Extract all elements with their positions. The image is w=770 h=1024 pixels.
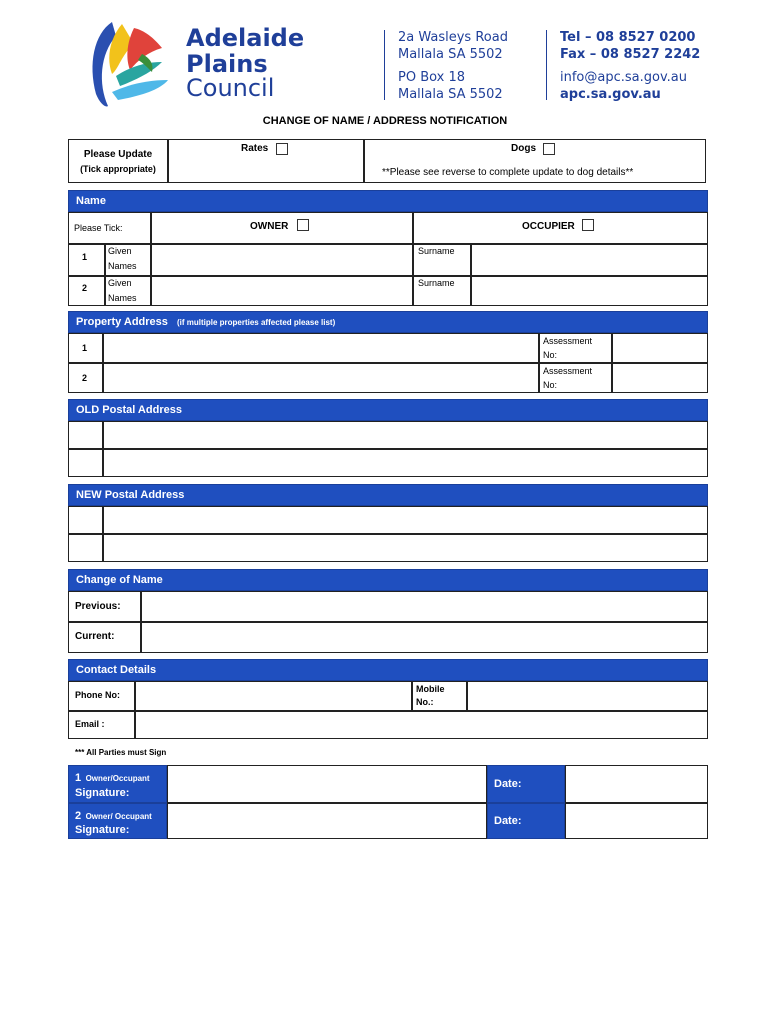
signature-2-label: Signature: [75,824,130,836]
old-postal-header: OLD Postal Address [68,399,708,421]
signature-2-num: 2 [75,810,82,822]
surname-1-input[interactable] [471,244,708,276]
address-line-1: 2a Wasleys Road [398,30,508,45]
date-2-input[interactable] [565,803,708,839]
rates-checkbox[interactable] [276,143,288,155]
website-link[interactable]: apc.sa.gov.au [560,87,661,102]
owner-label: OWNER [250,221,289,232]
phone-label: Phone No: [75,690,120,700]
assessment-1-label-b: No: [543,350,558,360]
please-update-label: Please Update [83,149,153,160]
signature-1-num: 1 [75,772,82,784]
dogs-label: Dogs [511,143,536,154]
assessment-2-label-b: No: [543,380,558,390]
mobile-input[interactable] [467,681,708,711]
assessment-1-label-a: Assessment [543,336,593,346]
all-parties-note: *** All Parties must Sign [75,748,167,757]
address-line-4: Mallala SA 5502 [398,87,503,102]
surname-1-label: Surname [418,246,455,256]
new-postal-row-2-num-cell [68,534,103,562]
occupier-label: OCCUPIER [522,221,575,232]
address-line-2: Mallala SA 5502 [398,47,503,62]
surname-2-label: Surname [418,278,455,288]
property-row-1-num: 1 [82,343,88,353]
current-label: Current: [75,631,115,642]
form-title: CHANGE OF NAME / ADDRESS NOTIFICATION [262,115,508,127]
property-address-header [68,311,708,333]
old-postal-line-2-input[interactable] [103,449,708,477]
surname-2-input[interactable] [471,276,708,306]
contact-details-header: Contact Details [68,659,708,681]
name-section-header: Name [68,190,708,212]
given-names-1-label-a: Given [108,246,132,256]
previous-label: Previous: [75,601,121,612]
given-names-2-label-a: Given [108,278,132,288]
signature-1-heading [75,768,150,786]
phone-input[interactable] [135,681,412,711]
given-names-2-input[interactable] [151,276,413,306]
previous-name-input[interactable] [141,591,708,622]
mobile-label-a: Mobile [416,684,445,694]
property-address-note: (if multiple properties affected please list) [176,318,336,327]
signature-2-owner: Owner/ Occupant [85,812,152,821]
current-name-input[interactable] [141,622,708,653]
email-input[interactable] [135,711,708,739]
given-names-1-label-b: Names [108,261,137,271]
name-row-1-num: 1 [82,252,88,262]
tel-number: Tel – 08 8527 0200 [560,30,696,45]
old-postal-row-2-num-cell [68,449,103,477]
please-tick-label: Please Tick: [74,223,123,233]
council-logo [82,14,305,110]
new-postal-row-1-num-cell [68,506,103,534]
address-line-3: PO Box 18 [398,70,466,85]
date-1-label: Date: [494,778,522,790]
signature-1-input[interactable] [167,765,487,803]
property-address-title: Property Address [76,316,168,328]
tick-appropriate-label: (Tick appropriate) [80,164,156,174]
signature-1-owner: Owner/Occupant [85,774,150,783]
logo-swirl-icon [82,14,182,110]
email-link[interactable]: info@apc.sa.gov.au [560,70,687,85]
date-1-input[interactable] [565,765,708,803]
signature-1-label: Signature: [75,787,130,799]
change-of-name-header: Change of Name [68,569,708,591]
dog-details-note: **Please see reverse to complete update to dog details** [382,167,634,178]
signature-2-input[interactable] [167,803,487,839]
date-2-label: Date: [494,815,522,827]
new-postal-header: NEW Postal Address [68,484,708,506]
rates-label: Rates [241,143,269,154]
owner-checkbox[interactable] [297,219,309,231]
occupier-checkbox[interactable] [582,219,594,231]
fax-number: Fax – 08 8527 2242 [560,47,701,62]
property-address-1-input[interactable] [103,333,539,363]
given-names-2-label-b: Names [108,293,137,303]
property-row-2-num: 2 [82,373,88,383]
new-postal-line-1-input[interactable] [103,506,708,534]
header-divider-1 [384,30,385,100]
name-row-2-num: 2 [82,283,88,293]
please-update-box [68,139,168,183]
assessment-2-label-a: Assessment [543,366,593,376]
old-postal-line-1-input[interactable] [103,421,708,449]
property-address-2-input[interactable] [103,363,539,393]
logo-line-2: Plains [186,50,268,78]
mobile-label-b: No.: [416,697,434,707]
logo-line-3: Council [186,74,275,102]
logo-line-1: Adelaide [186,24,305,52]
dogs-checkbox[interactable] [543,143,555,155]
assessment-1-input[interactable] [612,333,708,363]
email-label: Email : [75,719,105,729]
assessment-2-input[interactable] [612,363,708,393]
new-postal-line-2-input[interactable] [103,534,708,562]
header-divider-2 [546,30,547,100]
signature-2-heading [75,806,152,824]
old-postal-row-1-num-cell [68,421,103,449]
given-names-1-input[interactable] [151,244,413,276]
